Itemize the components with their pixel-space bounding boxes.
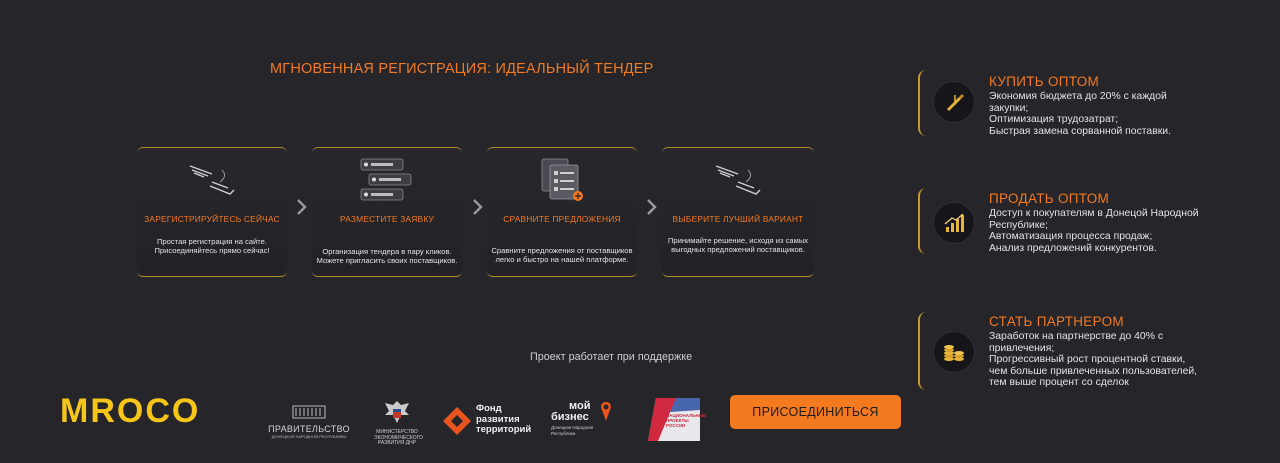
step-title: СРАВНИТЕ ПРЕДЛОЖЕНИЯ [503,214,621,224]
government-label: ПРАВИТЕЛЬСТВО [268,424,350,434]
step-title: РАЗМЕСТИТЕ ЗАЯВКУ [339,214,435,224]
business-line-3: Донецкая Народная Республика [551,425,594,436]
fund-line-1: Фонд [476,403,502,414]
government-logo [268,403,350,443]
svg-text:MROCO: MROCO [60,393,201,427]
my-business-logo [551,401,617,441]
benefit-description-sell: Доступ к покупателям в Донецой Народной Республике; Автоматизация процесса продаж; Анализ предложений конкурентов. [989,208,1199,254]
step-title: ВЫБЕРИТЕ ЛУЧШИЙ ВАРИАНТ [672,214,804,224]
fund-diamond-icon [443,407,471,435]
eagle-emblem-icon [381,397,413,425]
mroco-logo[interactable] [60,393,226,432]
benefit-description-partner: Заработок на партнерстве до 40% с привлечения; Прогрессивный рост процентной ставки, чем больше привлеченных пользователей, тем выше процент со сделок [989,331,1198,389]
step-title: ЗАРЕГИСТРИРУЙТЕСЬ СЕЙЧАС [144,214,280,224]
benefit-title-sell: ПРОДАТЬ ОПТОМ [989,191,1110,206]
benefit-card-border [918,188,926,254]
government-sublabel: ДОНЕЦКОЙ НАРОДНОЙ РЕСПУБЛИКИ [271,434,347,439]
section-title: МГНОВЕННАЯ РЕГИСТРАЦИЯ: ИДЕАЛЬНЫЙ ТЕНДЕР [270,61,654,77]
step-card-register [137,147,287,277]
coins-icon [933,331,975,373]
fund-line-2: развития [476,413,520,425]
fund-line-3: территорий [476,424,532,435]
map-pin-icon [599,401,613,423]
support-text: Проект работает при поддержке [530,351,693,363]
benefit-card-border [918,70,926,136]
step-description: Принимайте решение, исходя из самых выгодных предложений поставщиков. [667,236,809,255]
pen-signature-icon [662,154,814,206]
benefit-title-partner: СТАТЬ ПАРТНЕРОМ [989,314,1124,329]
national-projects-logo [648,398,707,441]
pen-signature-icon [137,154,287,206]
business-line-1: мой [569,400,591,412]
benefit-description-buy: Экономия бюджета до 20% с каждой закупки; Оптимизация трудозатрат; Быстрая замена сорванной поставки. [989,91,1171,137]
step-card-place-request [312,147,462,277]
step-description: Сравните предложения от поставщиков легко и быстро на нашей платформе. [491,246,633,265]
step-card-choose-best [662,147,814,277]
step-card-compare [487,147,637,277]
benefit-card-border [918,312,926,390]
national-projects-label: НАЦИОНАЛЬНЫЕ ПРОЕКТЫ РОССИИ [666,413,707,428]
fund-logo [443,404,535,436]
building-icon [291,403,327,419]
ministry-logo [374,397,423,446]
join-button[interactable]: ПРИСОЕДИНИТЬСЯ [730,395,901,429]
business-line-2: бизнес [551,411,589,423]
servers-icon [312,154,462,206]
documents-icon [487,154,637,206]
benefit-title-buy: КУПИТЬ ОПТОМ [989,74,1100,89]
ministry-label: МИНИСТЕРСТВО ЭКОНОМИЧЕСКОГО РАЗВИТИЯ ДНР [374,429,423,446]
pen-icon [933,81,975,123]
growth-chart-icon [933,202,975,244]
step-description: Простая регистрация на сайте. Присоединяйтесь прямо сейчас! [154,237,270,256]
chevron-right-icon [646,198,658,216]
chevron-right-icon [296,198,308,216]
chevron-right-icon [472,198,484,216]
step-description: Организация тендера в пару кликов. Можете пригласить своих поставщиков. [316,247,458,266]
